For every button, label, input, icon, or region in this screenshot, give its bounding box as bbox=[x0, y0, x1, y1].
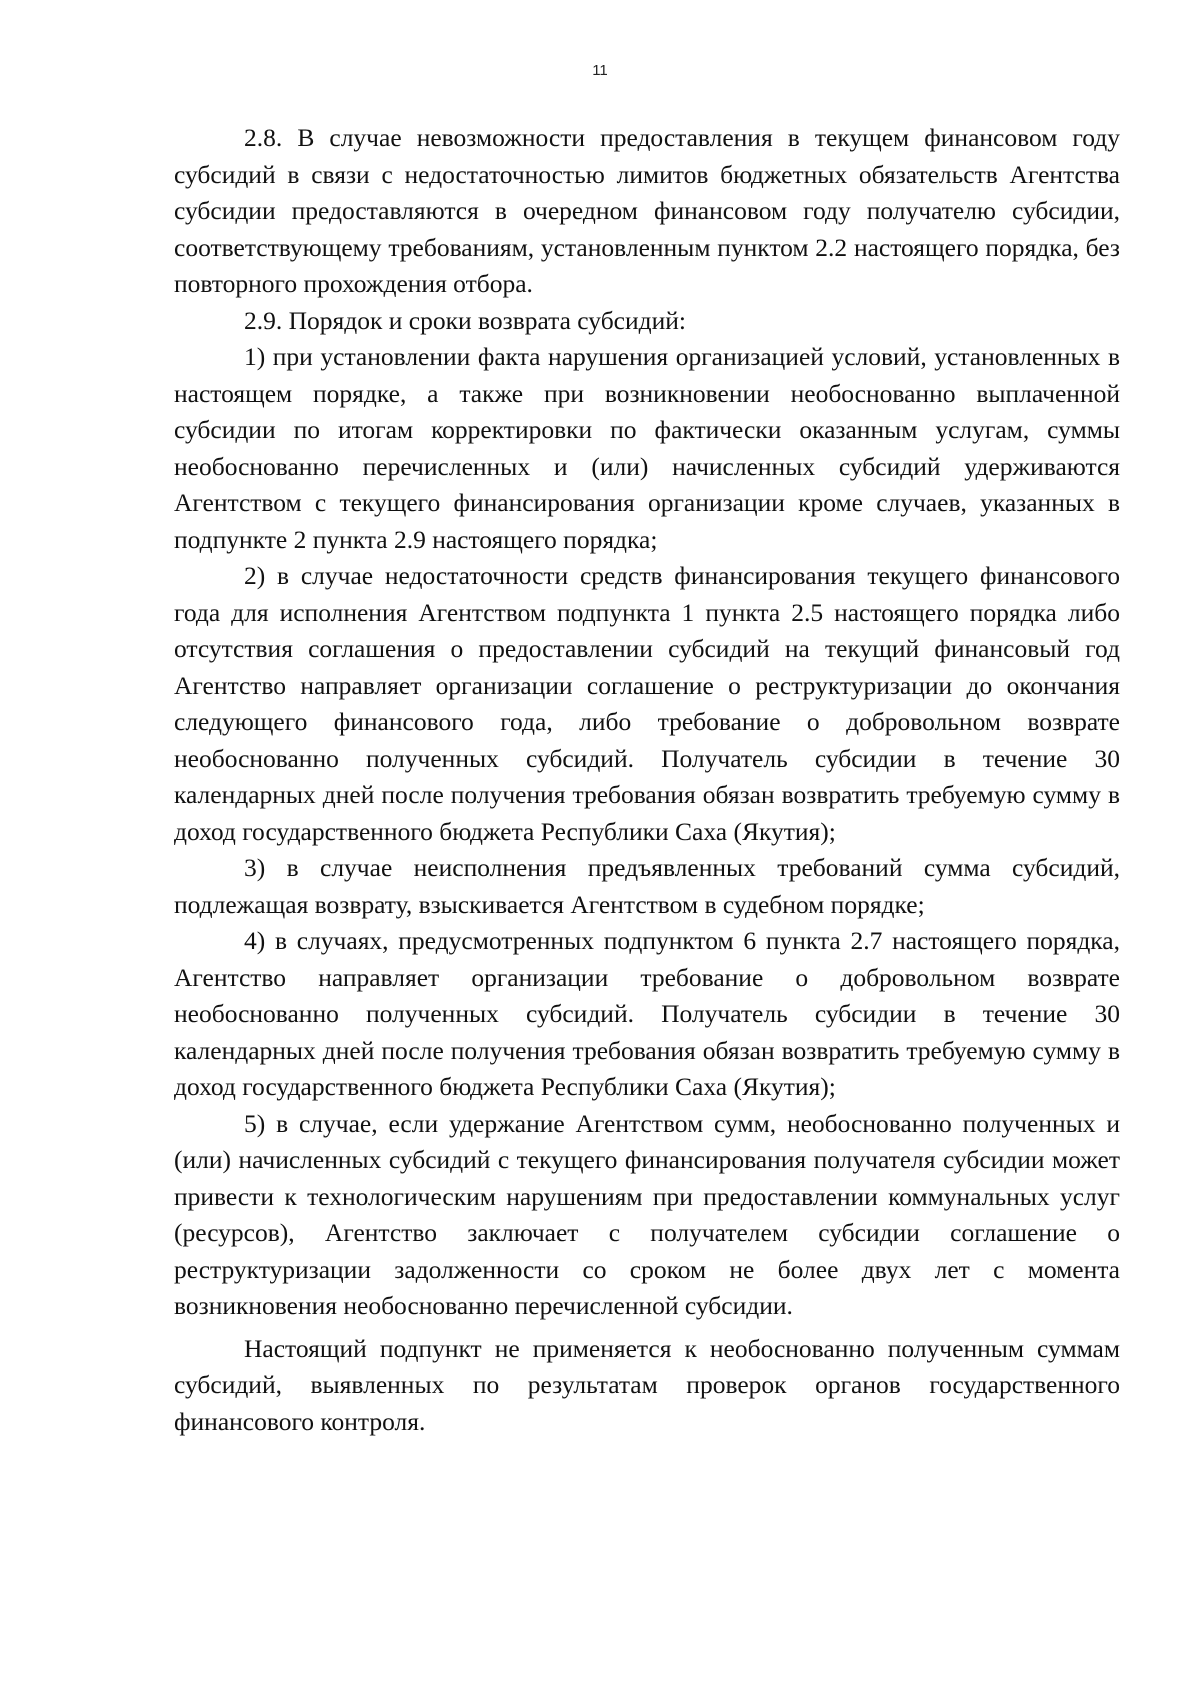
document-body bbox=[174, 120, 1120, 1440]
subparagraph-1: 1) при установлении факта нарушения организацией условий, установленных в настоящем порядке, а также при возникновении необоснованно выплаченной субсидии по итогам корректировки по фактически оказанным услугам, суммы необоснованно перечисленных и (или) начисленных субсидий удерживаются Агентством с текущего финансирования организации кроме случаев, указанных в подпункте 2 пункта 2.9 настоящего порядка; bbox=[174, 342, 1120, 554]
paragraph-2-8: 2.8. В случае невозможности предоставления в текущем финансовом году субсидий в связи с недостаточностью лимитов бюджетных обязательств Агентства субсидии предоставляются в очередном финансовом году получателю субсидии, соответствующему требованиям, установленным пунктом 2.2 настоящего порядка, без повторного прохождения отбора. bbox=[174, 123, 1120, 298]
subparagraph-5: 5) в случае, если удержание Агентством сумм, необоснованно полученных и (или) начисленных субсидий с текущего финансирования получателя субсидии может привести к технологическим нарушениям при предоставлении коммунальных услуг (ресурсов), Агентство заключает с получателем субсидии соглашение о реструктуризации задолженности со сроком не более двух лет с момента возникновения необоснованно перечисленной субсидии. bbox=[174, 1108, 1120, 1320]
subparagraph-2: 2) в случае недостаточности средств финансирования текущего финансового года для исполнения Агентством подпункта 1 пункта 2.5 настоящего порядка либо отсутствия соглашения о предоставлении субсидий на текущий финансовый год Агентство направляет организации соглашение о реструктуризации до окончания следующего финансового года, либо требование о добровольном возврате необоснованно полученных субсидий. Получатель субсидии в течение 30 календарных дней после получения требования обязан возвратить требуемую сумму в доход государственного бюджета Республики Саха (Якутия); bbox=[174, 561, 1120, 846]
closing-paragraph: Настоящий подпункт не применяется к необоснованно полученным суммам субсидий, выявленных по результатам проверок органов государственного финансового контроля. bbox=[174, 1333, 1120, 1436]
subparagraph-4: 4) в случаях, предусмотренных подпунктом 6 пункта 2.7 настоящего порядка, Агентство направляет организации требование о добровольном возврате необоснованно полученных субсидий. Получатель субсидии в течение 30 календарных дней после получения требования обязан возвратить требуемую сумму в доход государственного бюджета Республики Саха (Якутия); bbox=[174, 926, 1120, 1101]
paragraph-2-9: 2.9. Порядок и сроки возврата субсидий: bbox=[244, 305, 686, 335]
page-number: 11 bbox=[592, 62, 608, 79]
subparagraph-3: 3) в случае неисполнения предъявленных требований сумма субсидий, подлежащая возврату, взыскивается Агентством в судебном порядке; bbox=[174, 853, 1120, 919]
